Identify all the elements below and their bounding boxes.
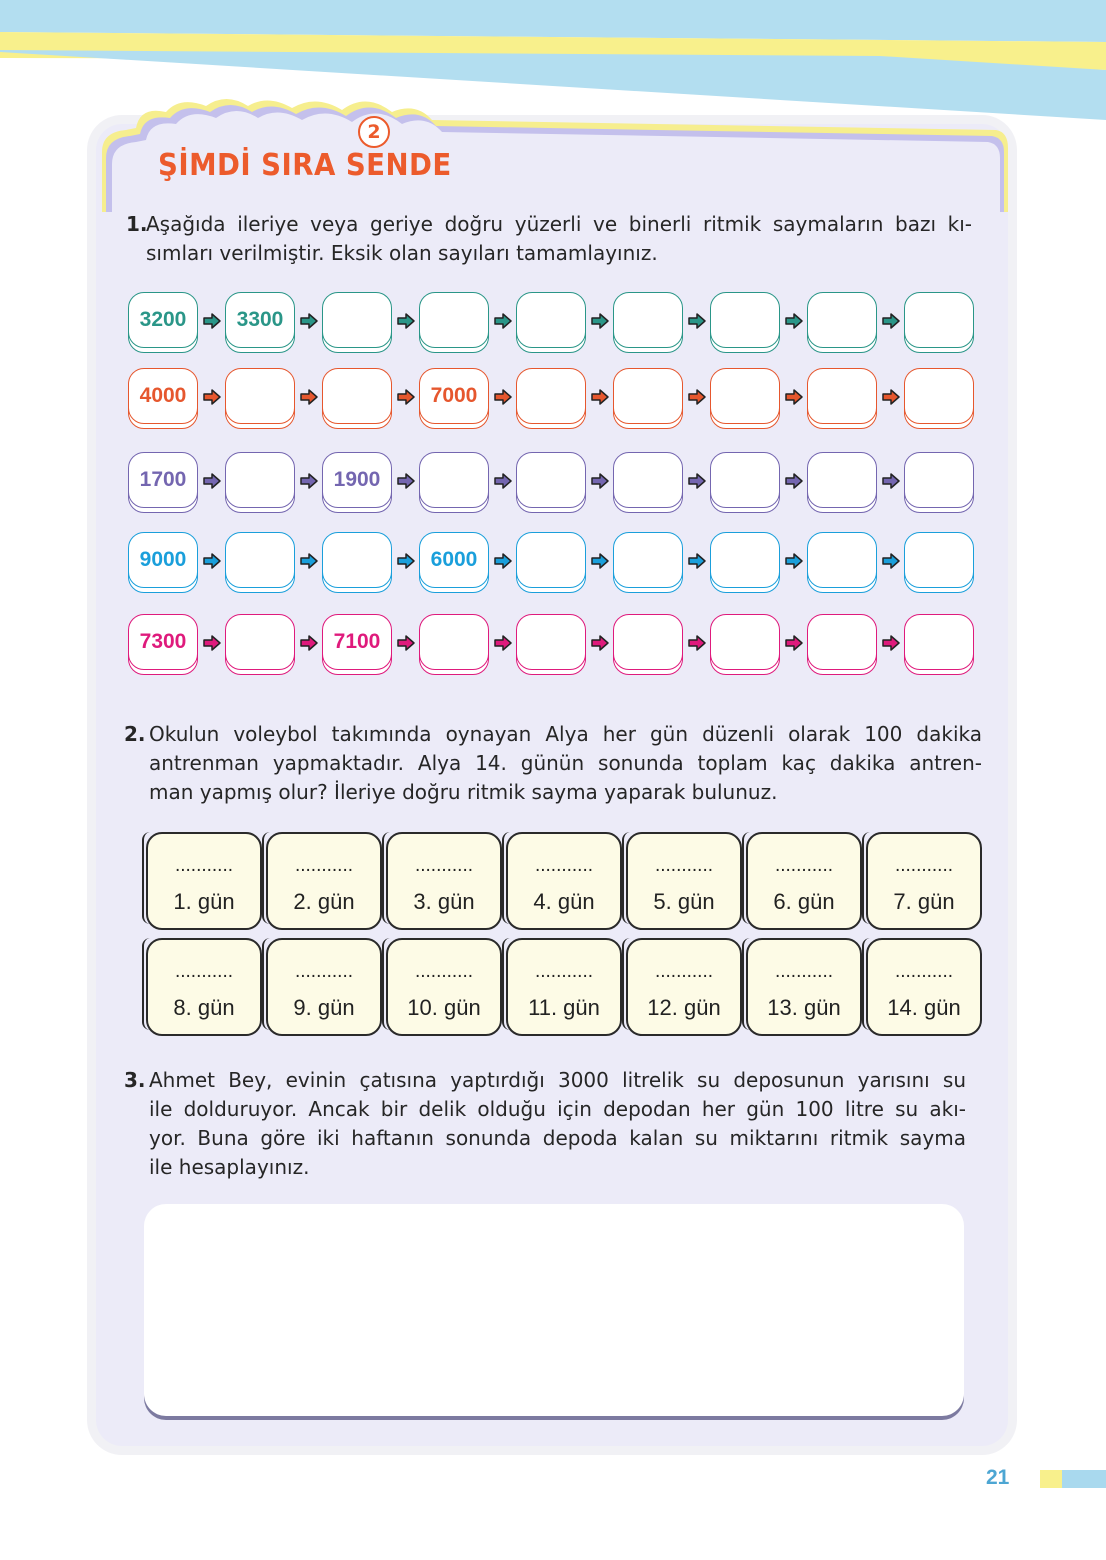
page-number: 21 [986, 1466, 1010, 1489]
sequence-value [807, 368, 877, 424]
sequence-number-box [419, 368, 489, 424]
sequence-blank-box[interactable] [516, 368, 586, 424]
question-3-text-line-3: yor. Buna göre iki haftanın sonunda depoda kalan su miktarını ritmik sayma [149, 1126, 966, 1150]
day-label: 5. gün [653, 889, 715, 914]
sequence-row [128, 614, 984, 678]
question-1-text-line-2: sımları verilmiştir. Eksik olan sayıları tamamlayınız. [146, 241, 658, 265]
sequence-value [419, 614, 489, 670]
right-arrow-icon [299, 387, 319, 407]
sequence-value [516, 292, 586, 348]
sequence-number-box [128, 368, 198, 424]
sequence-blank-box[interactable] [613, 614, 683, 670]
question-1-number: 1. [126, 212, 148, 236]
question-2-text-line-1: Okulun voleybol takımında oynayan Alya her gün düzenli olarak 100 dakika [149, 722, 982, 746]
right-arrow-icon [202, 311, 222, 331]
right-arrow-icon [299, 311, 319, 331]
sequence-blank-box[interactable] [710, 614, 780, 670]
sequence-value [807, 452, 877, 508]
sequence-value [322, 368, 392, 424]
sequence-blank-box[interactable] [710, 292, 780, 348]
sequence-blank-box[interactable] [225, 368, 295, 424]
right-arrow-icon [590, 551, 610, 571]
day-box[interactable] [506, 938, 622, 1036]
right-arrow-icon [590, 471, 610, 491]
question-1 [126, 210, 972, 268]
sequence-row [128, 452, 984, 516]
sequence-value: 3300 [225, 292, 295, 348]
question-2-number: 2. [124, 722, 146, 746]
sequence-blank-box[interactable] [613, 532, 683, 588]
page-bar-yellow [1040, 1470, 1062, 1488]
question-1-text-line-1: Aşağıda ileriye veya geriye doğru yüzerli ve binerli ritmik saymaların bazı kı- [146, 212, 972, 236]
sequence-number-box [128, 614, 198, 670]
answer-blank: ........... [174, 855, 234, 876]
sequence-number-box [128, 292, 198, 348]
right-arrow-icon [687, 471, 707, 491]
sequence-value: 1700 [128, 452, 198, 508]
sequence-blank-box[interactable] [322, 368, 392, 424]
sequence-value [807, 614, 877, 670]
sequence-blank-box[interactable] [516, 292, 586, 348]
sequence-blank-box[interactable] [904, 452, 974, 508]
sequence-value [807, 292, 877, 348]
right-arrow-icon [493, 633, 513, 653]
sequence-blank-box[interactable] [322, 292, 392, 348]
sequence-row [128, 532, 984, 596]
sequence-blank-box[interactable] [807, 452, 877, 508]
day-label: 13. gün [767, 995, 841, 1020]
day-box[interactable] [266, 832, 382, 930]
day-label: 8. gün [173, 995, 235, 1020]
sequence-value [613, 452, 683, 508]
sequence-number-box [128, 452, 198, 508]
sequence-value [904, 532, 974, 588]
sequence-blank-box[interactable] [807, 292, 877, 348]
day-label: 2. gün [293, 889, 355, 914]
question-3-number: 3. [124, 1068, 146, 1092]
sequence-blank-box[interactable] [807, 368, 877, 424]
sequence-blank-box[interactable] [807, 614, 877, 670]
answer-blank: ........... [414, 961, 474, 982]
sequence-value: 4000 [128, 368, 198, 424]
day-box[interactable] [266, 938, 382, 1036]
sequence-value [225, 368, 295, 424]
sequence-value [710, 614, 780, 670]
day-label: 7. gün [893, 889, 955, 914]
right-arrow-icon [493, 551, 513, 571]
day-label: 4. gün [533, 889, 595, 914]
answer-blank: ........... [414, 855, 474, 876]
day-box[interactable] [506, 832, 622, 930]
right-arrow-icon [784, 633, 804, 653]
sequence-value: 7100 [322, 614, 392, 670]
right-arrow-icon [784, 311, 804, 331]
day-box[interactable] [626, 938, 742, 1036]
question-2-text-line-2: antrenman yapmaktadır. Alya 14. günün sonunda toplam kaç dakika antren- [149, 751, 982, 775]
day-box[interactable] [146, 832, 262, 930]
right-arrow-icon [687, 311, 707, 331]
sequence-value [904, 292, 974, 348]
day-box[interactable] [866, 832, 982, 930]
right-arrow-icon [299, 551, 319, 571]
right-arrow-icon [396, 311, 416, 331]
sequence-row [128, 292, 984, 356]
answer-blank: ........... [894, 961, 954, 982]
page-bar-blue [1062, 1470, 1106, 1488]
sequence-blank-box[interactable] [225, 452, 295, 508]
right-arrow-icon [202, 633, 222, 653]
day-box[interactable] [146, 938, 262, 1036]
sequence-blank-box[interactable] [710, 452, 780, 508]
sequence-value [613, 368, 683, 424]
right-arrow-icon [493, 471, 513, 491]
sequence-value: 3200 [128, 292, 198, 348]
right-arrow-icon [396, 471, 416, 491]
sequence-blank-box[interactable] [710, 368, 780, 424]
question-2-text-line-3: man yapmış olur? İleriye doğru ritmik sayma yaparak bulunuz. [149, 780, 778, 804]
sequence-blank-box[interactable] [225, 614, 295, 670]
right-arrow-icon [687, 387, 707, 407]
answer-blank: ........... [654, 855, 714, 876]
sequence-value: 1900 [322, 452, 392, 508]
answer-blank: ........... [774, 855, 834, 876]
sequence-blank-box[interactable] [613, 368, 683, 424]
question-3-text-line-1: Ahmet Bey, evinin çatısına yaptırdığı 3000 litrelik su deposunun yarısını su [149, 1068, 966, 1092]
day-box[interactable] [626, 832, 742, 930]
right-arrow-icon [202, 471, 222, 491]
sequence-value [225, 614, 295, 670]
answer-area[interactable] [144, 1204, 964, 1416]
sequence-value [710, 368, 780, 424]
day-label: 3. gün [413, 889, 475, 914]
right-arrow-icon [396, 633, 416, 653]
answer-blank: ........... [534, 855, 594, 876]
sequence-value [710, 452, 780, 508]
right-arrow-icon [299, 633, 319, 653]
sequence-blank-box[interactable] [322, 532, 392, 588]
sequence-blank-box[interactable] [516, 614, 586, 670]
sequence-blank-box[interactable] [807, 532, 877, 588]
right-arrow-icon [881, 551, 901, 571]
sequence-blank-box[interactable] [225, 532, 295, 588]
sequence-blank-box[interactable] [710, 532, 780, 588]
sequence-value [516, 368, 586, 424]
sequence-value [904, 614, 974, 670]
sequence-blank-box[interactable] [904, 292, 974, 348]
sequence-value [322, 532, 392, 588]
day-label: 9. gün [293, 995, 355, 1020]
sequence-value [419, 292, 489, 348]
right-arrow-icon [590, 633, 610, 653]
sequence-number-box [322, 614, 392, 670]
sequence-value [710, 292, 780, 348]
right-arrow-icon [396, 387, 416, 407]
sequence-value [225, 532, 295, 588]
right-arrow-icon [202, 551, 222, 571]
sequence-value: 7300 [128, 614, 198, 670]
sequence-number-box [322, 452, 392, 508]
answer-blank: ........... [774, 961, 834, 982]
sequence-blank-box[interactable] [516, 452, 586, 508]
page-title: ŞİMDİ SIRA SENDE [158, 148, 452, 183]
activity-number-badge: 2 [358, 116, 390, 148]
right-arrow-icon [784, 551, 804, 571]
right-arrow-icon [590, 387, 610, 407]
sequence-value [613, 292, 683, 348]
sequence-value [516, 614, 586, 670]
sequence-blank-box[interactable] [613, 292, 683, 348]
sequence-value [225, 452, 295, 508]
sequence-blank-box[interactable] [419, 292, 489, 348]
sequence-number-box [128, 532, 198, 588]
right-arrow-icon [881, 633, 901, 653]
day-box[interactable] [386, 938, 502, 1036]
sequence-value [516, 532, 586, 588]
right-arrow-icon [590, 311, 610, 331]
sequence-value: 7000 [419, 368, 489, 424]
sequence-blank-box[interactable] [613, 452, 683, 508]
day-box[interactable] [746, 832, 862, 930]
sequence-value [904, 452, 974, 508]
right-arrow-icon [493, 387, 513, 407]
right-arrow-icon [493, 311, 513, 331]
sequence-value [613, 532, 683, 588]
day-label: 10. gün [407, 995, 481, 1020]
right-arrow-icon [299, 471, 319, 491]
right-arrow-icon [396, 551, 416, 571]
right-arrow-icon [687, 551, 707, 571]
answer-blank: ........... [294, 855, 354, 876]
answer-blank: ........... [294, 961, 354, 982]
sequence-value [613, 614, 683, 670]
sequence-blank-box[interactable] [419, 452, 489, 508]
sequence-value [516, 452, 586, 508]
answer-blank: ........... [534, 961, 594, 982]
sequence-value [322, 292, 392, 348]
sequence-row [128, 368, 984, 432]
sequence-value [419, 452, 489, 508]
right-arrow-icon [202, 387, 222, 407]
sequence-value [807, 532, 877, 588]
sequence-blank-box[interactable] [904, 368, 974, 424]
sequence-blank-box[interactable] [419, 614, 489, 670]
right-arrow-icon [881, 311, 901, 331]
question-3-text-line-2: ile dolduruyor. Ancak bir delik olduğu için depodan her gün 100 litre su akı- [149, 1097, 966, 1121]
question-3 [124, 1066, 966, 1182]
sequence-value: 9000 [128, 532, 198, 588]
answer-blank: ........... [894, 855, 954, 876]
question-3-text-line-4: ile hesaplayınız. [149, 1155, 310, 1179]
right-arrow-icon [784, 471, 804, 491]
sequence-blank-box[interactable] [904, 614, 974, 670]
sequence-value: 6000 [419, 532, 489, 588]
day-label: 1. gün [173, 889, 235, 914]
day-label: 14. gün [887, 995, 961, 1020]
sequence-value [710, 532, 780, 588]
question-2 [124, 720, 982, 807]
right-arrow-icon [881, 387, 901, 407]
sequence-number-box [225, 292, 295, 348]
sequence-blank-box[interactable] [516, 532, 586, 588]
sequence-value [904, 368, 974, 424]
right-arrow-icon [687, 633, 707, 653]
answer-blank: ........... [654, 961, 714, 982]
right-arrow-icon [784, 387, 804, 407]
answer-blank: ........... [174, 961, 234, 982]
day-box[interactable] [386, 832, 502, 930]
day-box[interactable] [866, 938, 982, 1036]
sequence-blank-box[interactable] [904, 532, 974, 588]
day-label: 11. gün [528, 995, 600, 1020]
day-label: 12. gün [647, 995, 721, 1020]
right-arrow-icon [881, 471, 901, 491]
sequence-number-box [419, 532, 489, 588]
day-label: 6. gün [773, 889, 835, 914]
day-box[interactable] [746, 938, 862, 1036]
